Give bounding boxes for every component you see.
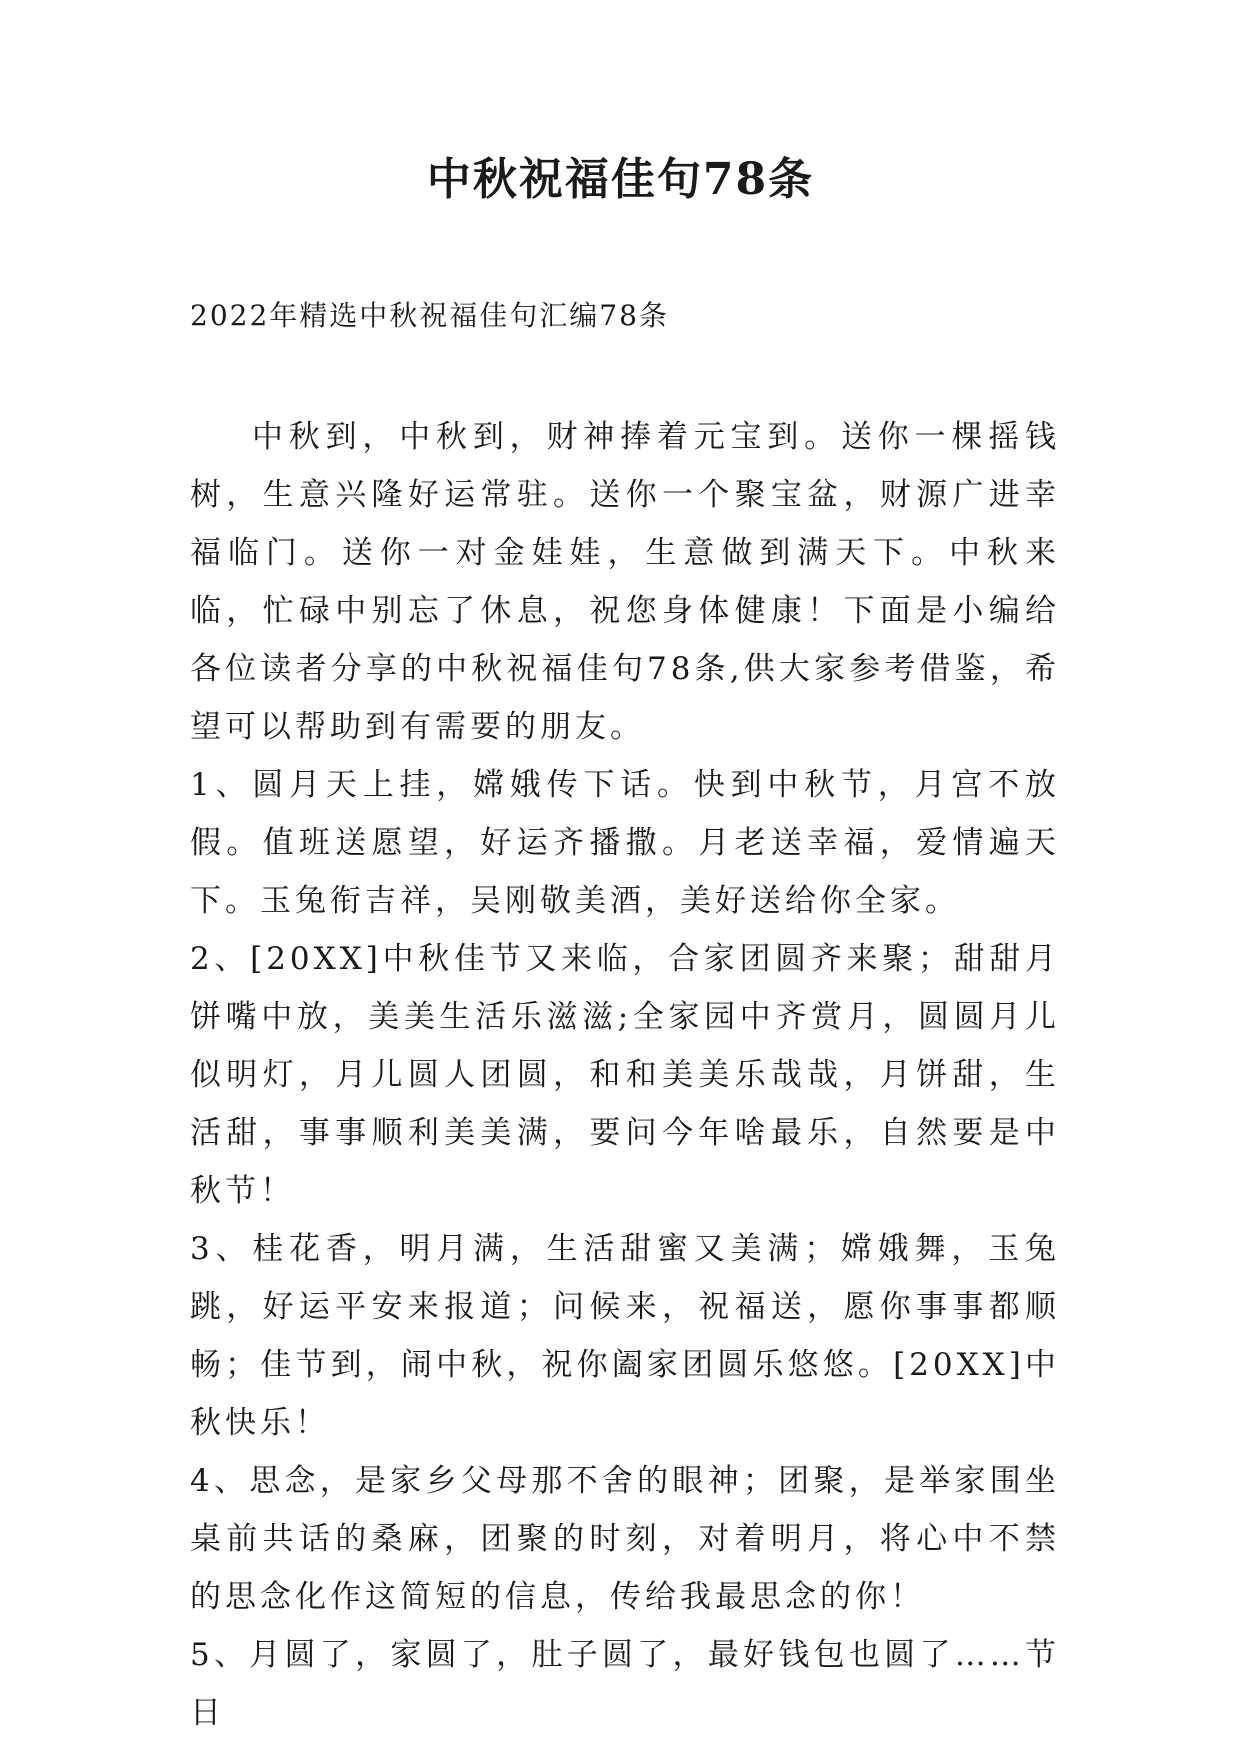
list-item: 4、思念，是家乡父母那不舍的眼神；团聚，是举家围坐桌前共话的桑麻，团聚的时刻，对着明月，将心中不禁的思念化作这简短的信息，传给我最思念的你！ [190,1463,1060,1615]
intro-paragraph: 中秋到，中秋到，财神捧着元宝到。送你一棵摇钱树，生意兴隆好运常驻。送你一个聚宝盆，财源广进幸福临门。送你一对金娃娃，生意做到满天下。中秋来临，忙碌中别忘了休息，祝您身体健康！下面是小编给各位读者分享的中秋祝福佳句78条,供大家参考借鉴，希望可以帮助到有需要的朋友。 [190,419,1060,745]
document-subtitle: 2022年精选中秋祝福佳句汇编78条 [190,299,669,332]
list-item: 5、月圆了，家圆了，肚子圆了，最好钱包也圆了……节日 [190,1637,1060,1731]
list-item: 1、圆月天上挂，嫦娥传下话。快到中秋节，月宫不放假。值班送愿望，好运齐播撒。月老送幸福，爱情遍天下。玉兔衔吉祥，吴刚敬美酒，美好送给你全家。 [190,767,1060,919]
document-body [190,408,1060,1742]
document-title: 中秋祝福佳句78条 [426,154,815,205]
list-item: 3、桂花香，明月满，生活甜蜜又美满；嫦娥舞，玉兔跳，好运平安来报道；问候来，祝福送，愿你事事都顺畅；佳节到，闹中秋，祝你阖家团圆乐悠悠。[20XX]中秋快乐！ [190,1231,1060,1441]
list-item: 2、[20XX]中秋佳节又来临，合家团圆齐来聚；甜甜月饼嘴中放，美美生活乐滋滋;全家园中齐赏月，圆圆月儿似明灯，月儿圆人团圆，和和美美乐哉哉，月饼甜，生活甜，事事顺利美美满，要问今年啥最乐，自然要是中秋节！ [190,941,1060,1209]
